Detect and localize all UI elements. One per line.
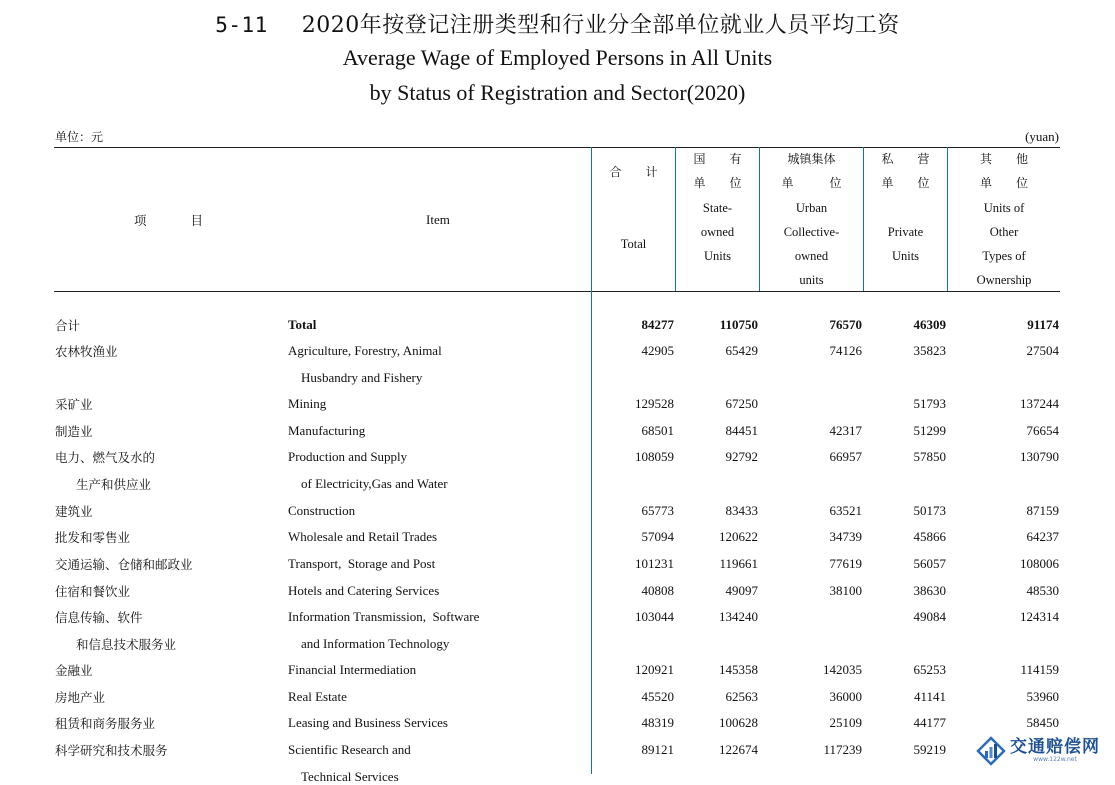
cell-state-owned: 83433 — [725, 503, 758, 518]
col-header-collective — [760, 147, 863, 293]
cell-other: 124314 — [1020, 609, 1059, 624]
col-header-en: Collective- — [783, 224, 840, 239]
cell-collective: 63521 — [829, 503, 862, 518]
row-label-cn: 房地产业 — [55, 690, 106, 705]
row-label-cn: 金融业 — [55, 663, 93, 678]
table-row-total — [0, 316, 1115, 342]
row-label-en-cont: and Information Technology — [301, 636, 450, 651]
cell-state-owned: 120622 — [719, 529, 758, 544]
cell-other: 48530 — [1026, 583, 1059, 598]
cell-private: 65253 — [913, 662, 946, 677]
row-label-cn: 采矿业 — [55, 397, 93, 412]
cell-total: 108059 — [635, 449, 674, 464]
col-header-other — [948, 147, 1060, 293]
col-header-cn: 其 他 — [979, 152, 1028, 166]
cell-other: 114159 — [1020, 662, 1059, 677]
row-label-cn: 科学研究和技术服务 — [55, 743, 168, 758]
cell-collective: 38100 — [829, 583, 862, 598]
cell-collective: 34739 — [829, 529, 862, 544]
cell-state-owned: 92792 — [725, 449, 758, 464]
row-label-en: Scientific Research and — [288, 742, 411, 757]
table-title-cn — [0, 8, 1115, 39]
cell-other: 76654 — [1026, 423, 1059, 438]
cell-private: 51793 — [913, 396, 946, 411]
table-row — [0, 582, 1115, 608]
table-title-en-line1: Average Wage of Employed Persons in All Units — [342, 45, 773, 70]
cell-other: 108006 — [1020, 556, 1059, 571]
row-label-cn: 住宿和餐饮业 — [55, 584, 131, 599]
cell-state-owned: 145358 — [719, 662, 758, 677]
table-row — [0, 528, 1115, 554]
col-header-en: owned — [794, 249, 829, 264]
row-label-en: Financial Intermediation — [288, 662, 417, 677]
cell-collective: 142035 — [823, 662, 862, 677]
row-label-en: Manufacturing — [288, 423, 366, 438]
col-header-en: units — [799, 273, 824, 288]
cell-total: 57094 — [641, 529, 674, 544]
cell-collective: 66957 — [829, 449, 862, 464]
table-title-en-line2: by Status of Registration and Sector(2020) — [369, 80, 746, 105]
table-row — [0, 555, 1115, 581]
header-bottom-rule — [54, 291, 1060, 292]
title-cn-text: 2020年按登记注册类型和行业分全部单位就业人员平均工资 — [301, 13, 900, 38]
cell-private: 35823 — [913, 343, 946, 358]
col-header-en: Units — [891, 248, 920, 263]
cell-private: 49084 — [913, 609, 946, 624]
table-row — [0, 608, 1115, 652]
table-row — [0, 661, 1115, 687]
col-header-en: Private — [887, 224, 924, 239]
cell-total: 65773 — [641, 503, 674, 518]
row-label-en: Hotels and Catering Services — [288, 583, 440, 598]
col-header-cn: 合 计 — [609, 165, 658, 179]
cell-state-owned: 119661 — [719, 556, 758, 571]
cell-total: 101231 — [635, 556, 674, 571]
cell-state-owned: 122674 — [719, 742, 758, 757]
row-label-cn: 批发和零售业 — [55, 530, 131, 545]
row-label-cn: 建筑业 — [55, 504, 93, 519]
row-label-en: Construction — [288, 503, 356, 518]
cell-state-owned: 65429 — [725, 343, 758, 358]
table-row — [0, 422, 1115, 448]
watermark-logo-icon — [976, 736, 1006, 766]
col-header-en: Units — [703, 249, 732, 264]
table-row — [0, 342, 1115, 385]
cell-private: 44177 — [913, 715, 946, 730]
watermark-url: www.122w.net — [1033, 756, 1077, 763]
cell-total: 129528 — [635, 396, 674, 411]
row-label-en: Total — [288, 317, 317, 332]
cell-private: 51299 — [913, 423, 946, 438]
cell-collective: 76570 — [829, 317, 862, 332]
col-header-en: owned — [700, 224, 735, 239]
table-row — [0, 395, 1115, 421]
watermark-title: 交通赔偿网 — [1010, 737, 1100, 757]
cell-state-owned: 49097 — [725, 583, 758, 598]
cell-total: 103044 — [635, 609, 674, 624]
col-header-en: State- — [702, 200, 733, 215]
row-label-cn: 信息传输、软件 — [55, 610, 143, 625]
row-label-cn-cont: 生产和供应业 — [76, 477, 152, 492]
unit-label-en: (yuan) — [1025, 129, 1059, 144]
row-label-cn-cont: 和信息技术服务业 — [76, 637, 177, 652]
col-header-cn: 城镇集体 — [787, 152, 836, 166]
col-header-cn: 国 有 — [693, 152, 742, 166]
table-row — [0, 714, 1115, 740]
cell-state-owned: 62563 — [725, 689, 758, 704]
row-label-en: Information Transmission, Software — [288, 609, 480, 624]
row-label-en: Production and Supply — [288, 449, 408, 464]
row-label-cn: 租赁和商务服务业 — [55, 716, 156, 731]
cell-private: 41141 — [913, 689, 946, 704]
cell-total: 89121 — [641, 742, 674, 757]
table-number: 5-11 — [215, 13, 268, 37]
col-header-cn: 单 位 — [979, 176, 1028, 191]
site-watermark — [976, 733, 1111, 769]
cell-collective: 74126 — [829, 343, 862, 358]
cell-other: 27504 — [1026, 343, 1059, 358]
row-label-en: Leasing and Business Services — [288, 715, 448, 730]
cell-other: 130790 — [1020, 449, 1059, 464]
col-header-cn: 单 位 — [693, 176, 742, 191]
row-label-en-cont: Husbandry and Fishery — [301, 370, 423, 385]
row-label-en: Transport, Storage and Post — [288, 556, 436, 571]
watermark-text — [1010, 738, 1100, 764]
cell-total: 48319 — [641, 715, 674, 730]
cell-total: 120921 — [635, 662, 674, 677]
col-header-state-owned — [676, 147, 759, 268]
col-header-cn: 单 位 — [881, 176, 930, 191]
col-header-en: Other — [989, 224, 1019, 239]
cell-other: 87159 — [1026, 503, 1059, 518]
cell-other: 53960 — [1026, 689, 1059, 704]
cell-state-owned: 67250 — [725, 396, 758, 411]
cell-other: 64237 — [1026, 529, 1059, 544]
row-label-en: Mining — [288, 396, 327, 411]
row-label-cn: 合计 — [55, 318, 81, 333]
table-row — [0, 502, 1115, 528]
col-header-en: Total — [620, 237, 647, 252]
row-label-en: Real Estate — [288, 689, 347, 704]
cell-private: 56057 — [913, 556, 946, 571]
col-header-cn: 私 营 — [881, 152, 930, 166]
header-item-cn: 项 目 — [134, 213, 203, 228]
table-row — [0, 688, 1115, 714]
col-header-en: Units of — [983, 200, 1025, 215]
cell-private: 59219 — [913, 742, 946, 757]
cell-state-owned: 134240 — [719, 609, 758, 624]
cell-collective: 77619 — [829, 556, 862, 571]
cell-private: 45866 — [913, 529, 946, 544]
cell-collective: 36000 — [829, 689, 862, 704]
row-label-cn: 交通运输、仓储和邮政业 — [55, 557, 193, 572]
cell-private: 50173 — [913, 503, 946, 518]
cell-collective: 42317 — [829, 423, 862, 438]
col-header-private — [864, 147, 947, 268]
cell-private: 46309 — [913, 317, 946, 332]
cell-state-owned: 84451 — [725, 423, 758, 438]
col-header-en: Types of — [982, 249, 1026, 264]
cell-total: 40808 — [641, 583, 674, 598]
cell-total: 42905 — [641, 343, 674, 358]
cell-other: 91174 — [1027, 317, 1059, 332]
row-label-en: Agriculture, Forestry, Animal — [288, 343, 442, 358]
col-header-total — [592, 160, 675, 257]
cell-total: 84277 — [641, 317, 674, 332]
cell-state-owned: 110750 — [719, 317, 758, 332]
row-label-cn: 制造业 — [55, 424, 93, 439]
cell-total: 45520 — [641, 689, 674, 704]
row-label-cn: 电力、燃气及水的 — [55, 450, 156, 465]
table-row — [0, 741, 1115, 784]
cell-private: 38630 — [913, 583, 946, 598]
row-label-en: Wholesale and Retail Trades — [288, 529, 438, 544]
cell-private: 57850 — [913, 449, 946, 464]
cell-collective: 25109 — [829, 715, 862, 730]
col-header-en: Urban — [795, 200, 828, 215]
col-header-cn: 单 位 — [781, 176, 842, 191]
cell-other: 58450 — [1026, 715, 1059, 730]
row-label-en-cont: of Electricity,Gas and Water — [301, 476, 448, 491]
header-item-en: Item — [426, 212, 450, 227]
cell-other: 137244 — [1020, 396, 1059, 411]
table-row — [0, 448, 1115, 492]
row-label-cn: 农林牧渔业 — [55, 344, 118, 359]
unit-label-cn: 单位：元 — [55, 130, 104, 144]
row-label-en-cont: Technical Services — [301, 769, 399, 784]
cell-total: 68501 — [641, 423, 674, 438]
col-header-en: Ownership — [976, 273, 1032, 288]
cell-collective: 117239 — [823, 742, 862, 757]
cell-state-owned: 100628 — [719, 715, 758, 730]
